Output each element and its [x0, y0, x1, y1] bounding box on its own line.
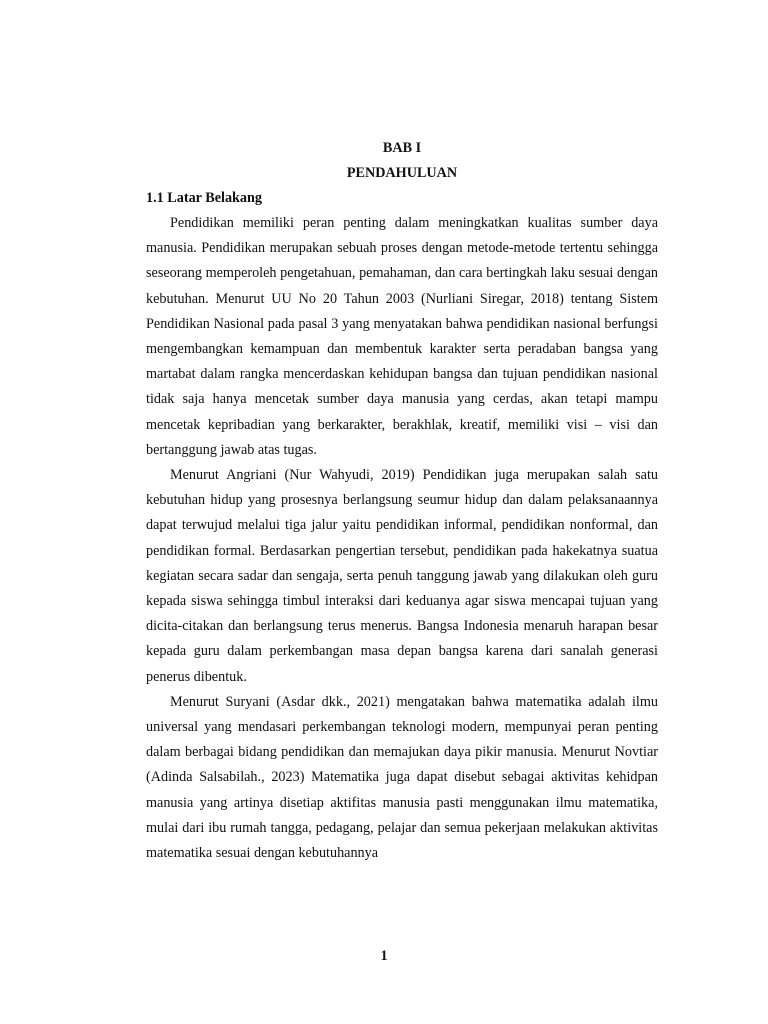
paragraph-2: Menurut Angriani (Nur Wahyudi, 2019) Pendidikan juga merupakan salah satu kebutuhan hidup yang prosesnya berlangsung seumur hidup dan dalam pelaksanaannya dapat terwujud melalui tiga jalur yaitu pendidikan informal, pendidikan nonformal, dan pendidikan formal. Berdasarkan pengertian tersebut, pendidikan pada hakekatnya suatua kegiatan secara sadar dan sengaja, serta penuh tanggung jawab yang dilakukan oleh guru kepada siswa sehingga timbul interaksi dari keduanya agar siswa mencapai tujuan yang dicita-citakan dan berlangsung terus menerus. Bangsa Indonesia menaruh harapan besar kepada guru dalam perkembangan masa depan bangsa karena dari sanalah generasi penerus dibentuk.: [146, 467, 658, 685]
page-content: [146, 136, 658, 866]
chapter-number: BAB I: [382, 140, 422, 156]
paragraph-3: Menurut Suryani (Asdar dkk., 2021) mengatakan bahwa matematika adalah ilmu universal yang mendasari perkembangan teknologi modern, mempunyai peran penting dalam berbagai bidang pendidikan dan memajukan daya pikir manusia. Menurut Novtiar (Adinda Salsabilah., 2023) Matematika juga dapat disebut sebagai aktivitas kehidpan manusia yang artinya disetiap aktifitas manusia pasti menggunakan ilmu matematika, mulai dari ibu rumah tangga, pedagang, pelajar dan semua pekerjaan melakukan aktivitas matematika sesuai dengan kebutuhannya: [146, 693, 658, 862]
chapter-title: PENDAHULUAN: [346, 165, 458, 181]
page-number: 1: [380, 948, 388, 964]
paragraph-1: Pendidikan memiliki peran penting dalam meningkatkan kualitas sumber daya manusia. Pendidikan merupakan sebuah proses dengan metode-metode tertentu sehingga seseorang memperoleh pengetahuan, pemahaman, dan cara bertingkah laku sesuai dengan kebutuhan. Menurut UU No 20 Tahun 2003 (Nurliani Siregar, 2018) tentang Sistem Pendidikan Nasional pada pasal 3 yang menyatakan bahwa pendidikan nasional berfungsi mengembangkan kemampuan dan membentuk karakter serta peradaban bangsa yang martabat dalam rangka mencerdaskan kehidupan bangsa dan tujuan pendidikan nasional tidak saja hanya mencetak sumber daya manusia yang cerdas, akan tetapi mampu mencetak kepribadian yang berkarakter, berakhlak, kreatif, memiliki visi – visi dan bertanggung jawab atas tugas.: [146, 215, 658, 458]
section-heading: 1.1 Latar Belakang: [146, 190, 263, 206]
